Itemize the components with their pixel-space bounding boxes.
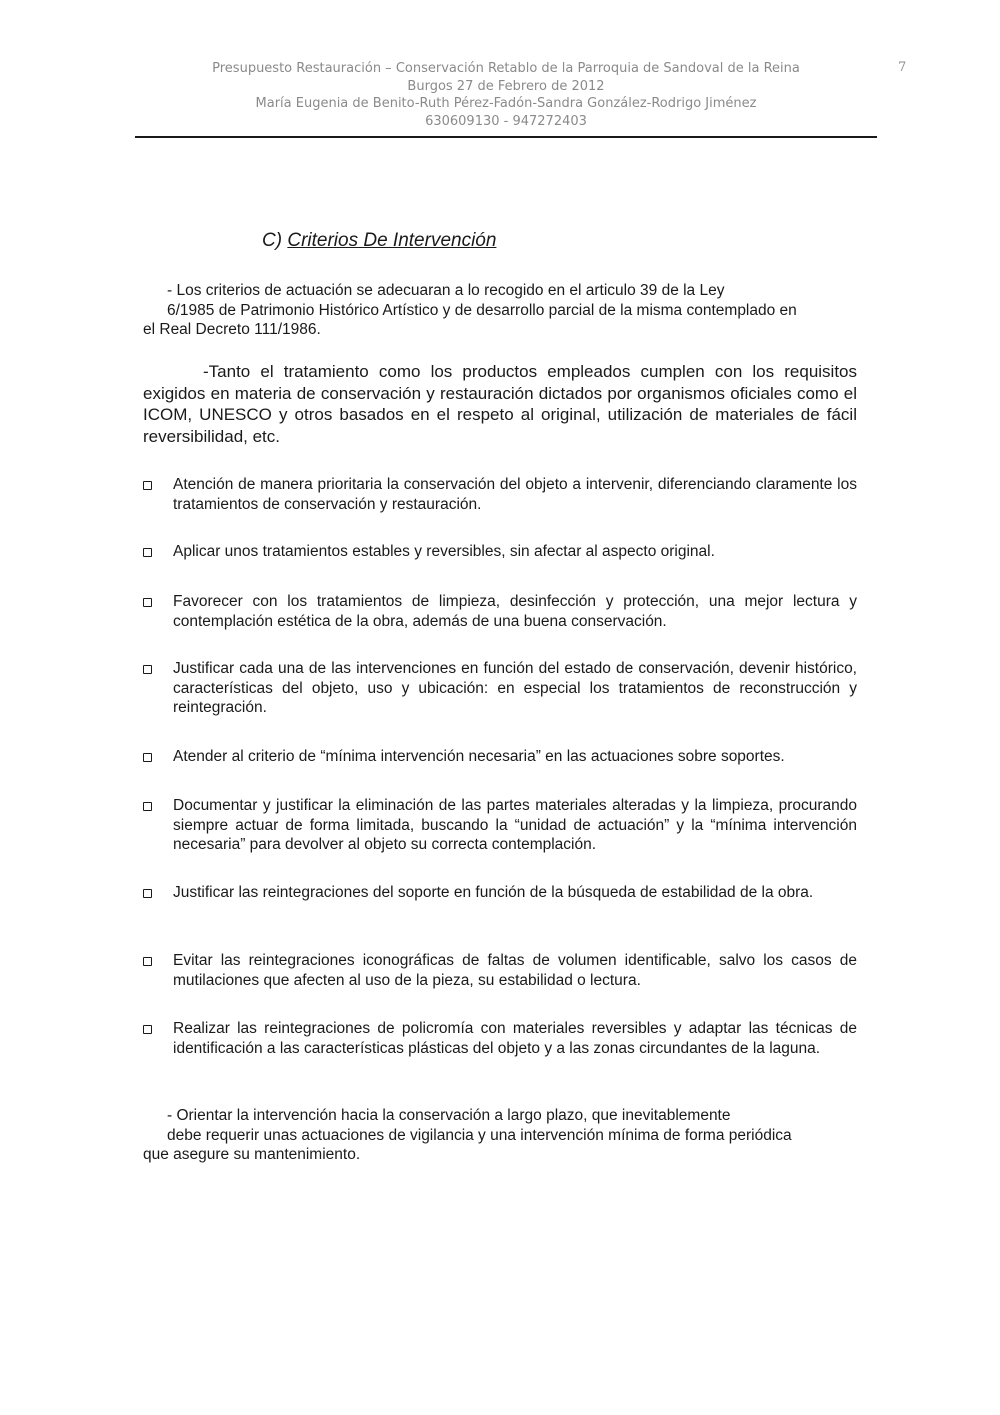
list-item — [143, 475, 857, 514]
header-authors: María Eugenia de Benito-Ruth Pérez-Fadón-Sandra González-Rodrigo Jiménez — [255, 96, 757, 111]
list-item-text: Realizar las reintegraciones de policromía con materiales reversibles y adaptar las técnicas de identificación a las características plásticas del objeto y a las zonas circundantes de la laguna. — [173, 1020, 857, 1057]
checkbox-bullet-icon — [143, 481, 152, 490]
standards-text: -Tanto el tratamiento como los productos empleados cumplen con los requisitos exigidos en materia de conservación y restauración dictados por organismos oficiales como el ICOM, UNESCO y otros basados en el respeto al original, utilización de materiales de fácil reversibilidad, etc. — [143, 362, 857, 446]
list-item — [143, 1019, 857, 1058]
section-heading — [262, 230, 496, 252]
closing-paragraph — [143, 1106, 857, 1165]
intro-line-3: el Real Decreto 111/1986. — [143, 321, 321, 338]
closing-line-2: debe requerir unas actuaciones de vigilancia y una intervención mínima de forma periódica — [167, 1126, 792, 1144]
checkbox-bullet-icon — [143, 802, 152, 811]
checkbox-bullet-icon — [143, 665, 152, 674]
standards-paragraph — [143, 361, 857, 447]
list-item — [143, 592, 857, 631]
section-prefix: C) — [262, 230, 283, 251]
list-item — [143, 747, 857, 767]
list-item — [143, 659, 857, 718]
header-rule — [135, 136, 877, 138]
checkbox-bullet-icon — [143, 957, 152, 966]
list-item-text: Justificar las reintegraciones del soporte en función de la búsqueda de estabilidad de la obra. — [173, 884, 814, 901]
section-title: Criterios De Intervención — [287, 230, 497, 251]
intro-line-2: 6/1985 de Patrimonio Histórico Artístico y de desarrollo parcial de la misma contemplado en — [167, 301, 797, 319]
header-phones: 630609130 - 947272403 — [425, 113, 587, 129]
checkbox-bullet-icon — [143, 598, 152, 607]
list-item — [143, 883, 857, 903]
list-item-text: Atender al criterio de “mínima intervención necesaria” en las actuaciones sobre soportes. — [173, 748, 785, 765]
checkbox-bullet-icon — [143, 1025, 152, 1034]
closing-line-3: que asegure su mantenimiento. — [143, 1146, 361, 1163]
header-date: Burgos 27 de Febrero de 2012 — [407, 78, 605, 94]
list-item-text: Documentar y justificar la eliminación de las partes materiales alteradas y la limpieza, procurando siempre actuar de forma limitada, buscando la “unidad de actuación” y la “mínima intervención necesaria” para devolver al objeto su correcta contemplación. — [173, 797, 857, 853]
list-item-text: Aplicar unos tratamientos estables y reversibles, sin afectar al aspecto original. — [173, 543, 715, 560]
list-item-text: Favorecer con los tratamientos de limpieza, desinfección y protección, una mejor lectura y contemplación estética de la obra, además de una buena conservación. — [173, 593, 857, 630]
page-header — [136, 60, 876, 130]
list-item — [143, 542, 857, 562]
checkbox-bullet-icon — [143, 889, 152, 898]
header-title: Presupuesto Restauración – Conservación Retablo de la Parroquia de Sandoval de la Reina — [212, 61, 800, 76]
list-item — [143, 796, 857, 855]
page-number: 7 — [898, 60, 907, 75]
list-item — [143, 951, 857, 990]
list-item-text: Atención de manera prioritaria la conservación del objeto a intervenir, diferenciando claramente los tratamientos de conservación y restauración. — [173, 476, 857, 513]
checkbox-bullet-icon — [143, 753, 152, 762]
list-item-text: Justificar cada una de las intervenciones en función del estado de conservación, devenir histórico, características del objeto, uso y ubicación: en especial los tratamientos de reconstrucción y reintegración. — [173, 660, 857, 716]
intro-line-1: - Los criterios de actuación se adecuaran a lo recogido en el articulo 39 de la Ley — [167, 282, 725, 299]
intro-paragraph — [143, 281, 857, 340]
closing-line-1: - Orientar la intervención hacia la conservación a largo plazo, que inevitablemente — [167, 1107, 731, 1124]
list-item-text: Evitar las reintegraciones iconográficas de faltas de volumen identificable, salvo los casos de mutilaciones que afecten al uso de la pieza, su estabilidad o lectura. — [173, 952, 857, 989]
checkbox-bullet-icon — [143, 548, 152, 557]
